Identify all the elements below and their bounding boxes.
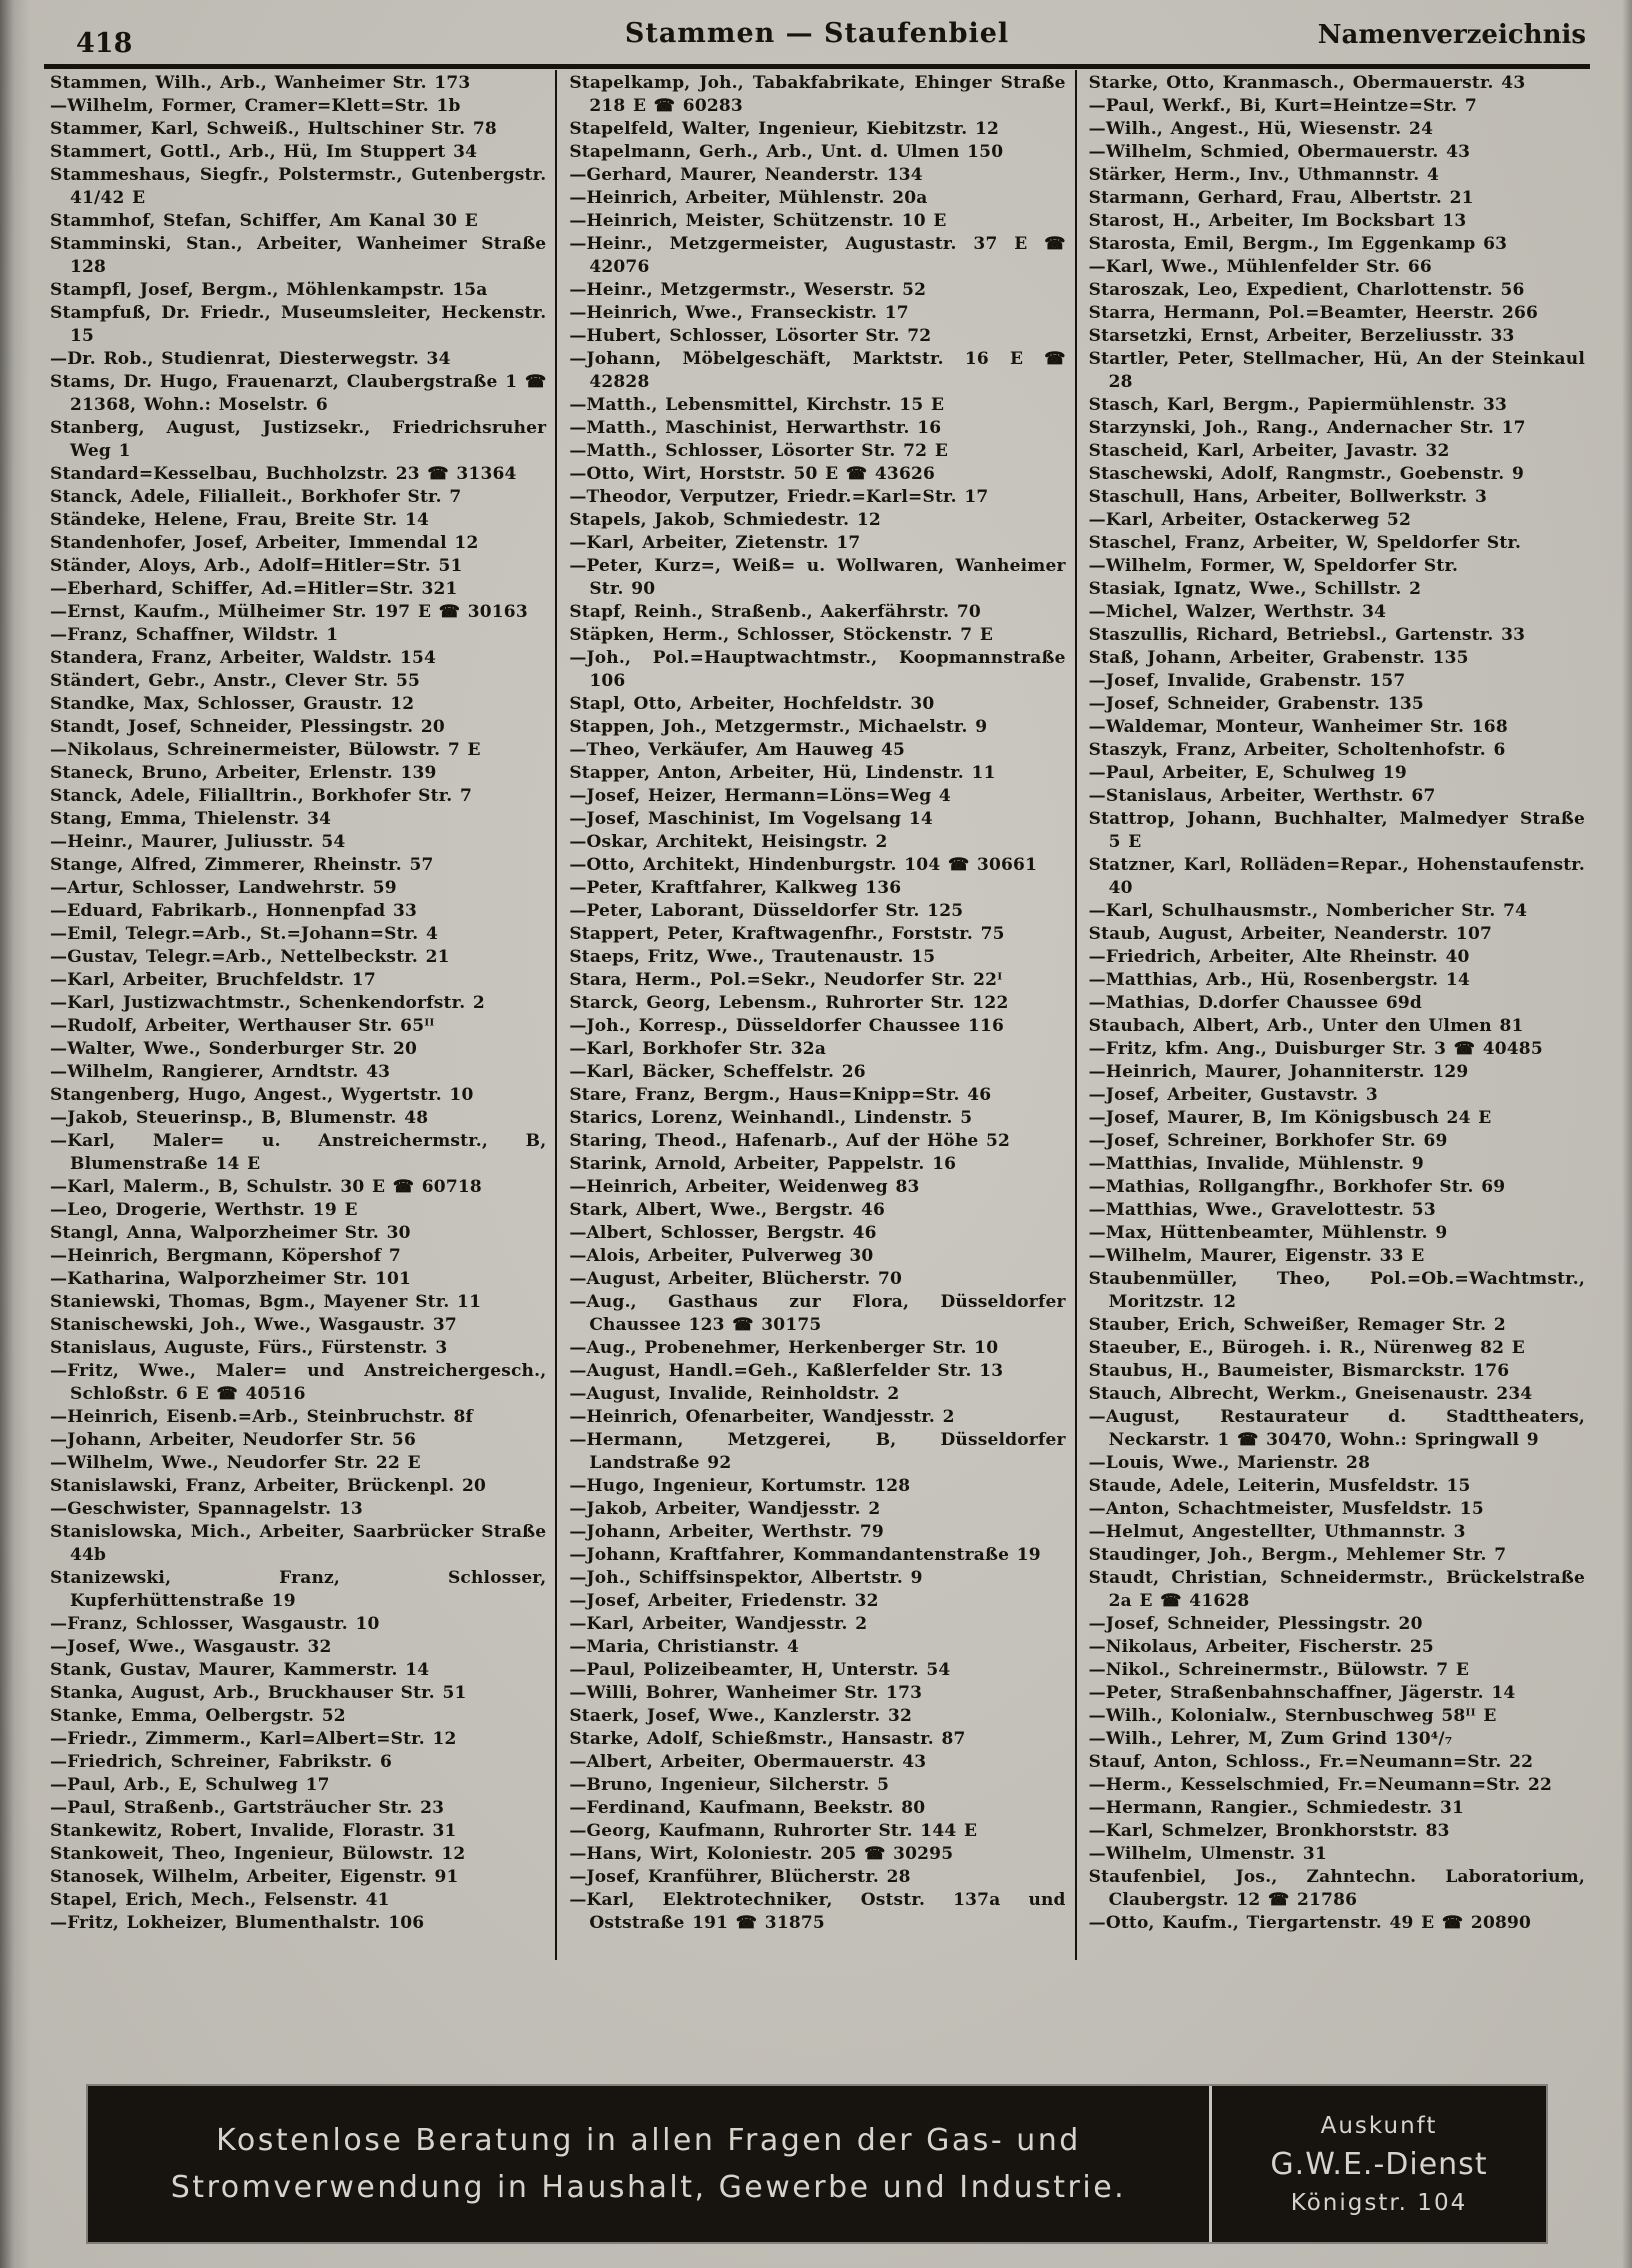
directory-entry: Ständer, Aloys, Arb., Adolf=Hitler=Str. 51 — [50, 556, 463, 576]
directory-entry: Staszyk, Franz, Arbeiter, Scholtenhofstr. 6 — [1088, 740, 1506, 760]
directory-entry: —Albert, Schlosser, Bergstr. 46 — [569, 1223, 877, 1243]
directory-entry: Stasch, Karl, Bergm., Papiermühlenstr. 33 — [1088, 395, 1508, 415]
directory-entry: —Paul, Arbeiter, E, Schulweg 19 — [1088, 763, 1407, 783]
directory-entry: Staub, August, Arbeiter, Neanderstr. 107 — [1088, 924, 1493, 944]
directory-entry: —Maria, Christianstr. 4 — [569, 1637, 800, 1657]
directory-entry: —Heinr., Maurer, Juliusstr. 54 — [50, 832, 346, 852]
directory-entry: Stanislawski, Franz, Arbeiter, Brückenpl. 20 — [50, 1476, 487, 1496]
directory-entry: Ständert, Gebr., Anstr., Clever Str. 55 — [50, 671, 421, 691]
directory-entry: —Josef, Wwe., Wasgaustr. 32 — [50, 1637, 332, 1657]
directory-entry: —Mathias, Rollgangfhr., Borkhofer Str. 69 — [1088, 1177, 1506, 1197]
directory-entry: Stapels, Jakob, Schmiedestr. 12 — [569, 510, 881, 530]
directory-entry: —Wilhelm, Ulmenstr. 31 — [1088, 1844, 1327, 1864]
directory-entry: Stanischewski, Joh., Wwe., Wasgaustr. 37 — [50, 1315, 457, 1335]
directory-entry: Starke, Otto, Kranmasch., Obermauerstr. 43 — [1088, 73, 1526, 93]
directory-entry: —Wilh., Kolonialw., Sternbuschweg 58ᴵᴵ E — [1088, 1706, 1497, 1726]
directory-entry: —Artur, Schlosser, Landwehrstr. 59 — [50, 878, 397, 898]
directory-entry: Stattrop, Johann, Buchhalter, Malmedyer Straße 5 E — [1088, 809, 1585, 852]
directory-entry: Stank, Gustav, Maurer, Kammerstr. 14 — [50, 1660, 430, 1680]
directory-entry: —Georg, Kaufmann, Ruhrorter Str. 144 E — [569, 1821, 978, 1841]
directory-entry: Ständeke, Helene, Frau, Breite Str. 14 — [50, 510, 430, 530]
directory-entry: —Josef, Arbeiter, Gustavstr. 3 — [1088, 1085, 1378, 1105]
directory-entry: —August, Handl.=Geh., Kaßlerfelder Str. 13 — [569, 1361, 1004, 1381]
directory-entry: Staeps, Fritz, Wwe., Trautenaustr. 15 — [569, 947, 936, 967]
directory-entry: Stanislowska, Mich., Arbeiter, Saarbrücker Straße 44b — [50, 1522, 547, 1565]
directory-entry: —Fritz, Wwe., Maler= und Anstreichergesch., Schloßstr. 6 E ☎ 40516 — [50, 1361, 547, 1404]
ad-company-name: G.W.E.-Dienst — [1270, 2146, 1488, 2182]
directory-entry: —Heinrich, Arbeiter, Weidenweg 83 — [569, 1177, 920, 1197]
directory-entry: Stasiak, Ignatz, Wwe., Schillstr. 2 — [1088, 579, 1422, 599]
directory-entry: —Aug., Probenehmer, Herkenberger Str. 10 — [569, 1338, 999, 1358]
directory-entry: —Katharina, Walporzheimer Str. 101 — [50, 1269, 412, 1289]
directory-entry: Stampfl, Josef, Bergm., Möhlenkampstr. 15a — [50, 280, 488, 300]
directory-entry: Starink, Arnold, Arbeiter, Pappelstr. 16 — [569, 1154, 957, 1174]
directory-entry: Stammer, Karl, Schweiß., Hultschiner Str. 78 — [50, 119, 497, 139]
directory-entry: —Josef, Arbeiter, Friedenstr. 32 — [569, 1591, 879, 1611]
directory-entry: —Johann, Kraftfahrer, Kommandantenstraße 19 — [569, 1545, 1041, 1565]
directory-entry: —Peter, Kraftfahrer, Kalkweg 136 — [569, 878, 902, 898]
directory-entry: —Hermann, Rangier., Schmiedestr. 31 — [1088, 1798, 1465, 1818]
directory-entry: —Josef, Heizer, Hermann=Löns=Weg 4 — [569, 786, 951, 806]
directory-entry: Staniewski, Thomas, Bgm., Mayener Str. 11 — [50, 1292, 482, 1312]
directory-entry: Staeuber, E., Bürogeh. i. R., Nürenweg 82 E — [1088, 1338, 1525, 1358]
directory-entry: —Paul, Arb., E, Schulweg 17 — [50, 1775, 330, 1795]
directory-entry: Stamminski, Stan., Arbeiter, Wanheimer Straße 128 — [50, 234, 547, 277]
directory-entry: Starmann, Gerhard, Frau, Albertstr. 21 — [1088, 188, 1474, 208]
directory-entry: Stanck, Adele, Filialleit., Borkhofer Str. 7 — [50, 487, 462, 507]
directory-entry: Standke, Max, Schlosser, Graustr. 12 — [50, 694, 415, 714]
directory-entry: Stanislaus, Auguste, Fürs., Fürstenstr. 3 — [50, 1338, 448, 1358]
directory-entry: —Matthias, Wwe., Gravelottestr. 53 — [1088, 1200, 1436, 1220]
directory-entry: —Karl, Schulhausmstr., Nombericher Str. 74 — [1088, 901, 1528, 921]
directory-entry: —Peter, Straßenbahnschaffner, Jägerstr. 14 — [1088, 1683, 1516, 1703]
directory-entry: Staschull, Hans, Arbeiter, Bollwerkstr. 3 — [1088, 487, 1488, 507]
section-label: Namenverzeichnis — [1317, 20, 1586, 50]
ad-text-line2: Stromverwendung in Haushalt, Gewerbe und Industrie. — [170, 2170, 1127, 2205]
directory-entry: Stapelfeld, Walter, Ingenieur, Kiebitzstr. 12 — [569, 119, 1000, 139]
page-title: Stammen — Staufenbiel — [624, 18, 1010, 49]
page-header — [44, 14, 1590, 69]
directory-entry: —Johann, Arbeiter, Werthstr. 79 — [569, 1522, 884, 1542]
directory-entry: —Michel, Walzer, Werthstr. 34 — [1088, 602, 1387, 622]
directory-entry: —Heinrich, Arbeiter, Mühlenstr. 20a — [569, 188, 928, 208]
directory-entry: —Wilhelm, Maurer, Eigenstr. 33 E — [1088, 1246, 1425, 1266]
directory-entry: —Helmut, Angestellter, Uthmannstr. 3 — [1088, 1522, 1466, 1542]
directory-entry: Staszullis, Richard, Betriebsl., Gartenstr. 33 — [1088, 625, 1526, 645]
directory-entry: —Johann, Möbelgeschäft, Marktstr. 16 E ☎ 42828 — [569, 349, 1066, 392]
directory-entry: Startler, Peter, Stellmacher, Hü, An der Steinkaul 28 — [1088, 349, 1585, 392]
directory-entry: —Matth., Schlosser, Lösorter Str. 72 E — [569, 441, 948, 461]
directory-columns — [38, 70, 1594, 1960]
directory-entry: Statzner, Karl, Rolläden=Repar., Hohenstaufenstr. 40 — [1088, 855, 1585, 898]
directory-entry: —Fritz, kfm. Ang., Duisburger Str. 3 ☎ 40485 — [1088, 1039, 1543, 1059]
directory-entry: —Jakob, Arbeiter, Wandjesstr. 2 — [569, 1499, 881, 1519]
directory-entry: —Waldemar, Monteur, Wanheimer Str. 168 — [1088, 717, 1508, 737]
directory-entry: —Louis, Wwe., Marienstr. 28 — [1088, 1453, 1371, 1473]
directory-entry: —Otto, Wirt, Horststr. 50 E ☎ 43626 — [569, 464, 936, 484]
directory-entry: Staschel, Franz, Arbeiter, W, Speldorfer Str. — [1088, 533, 1522, 553]
directory-entry: —Walter, Wwe., Sonderburger Str. 20 — [50, 1039, 418, 1059]
directory-entry: Stang, Emma, Thielenstr. 34 — [50, 809, 332, 829]
directory-entry: Stammeshaus, Siegfr., Polstermstr., Gutenbergstr. 41/42 E — [50, 165, 547, 208]
directory-entry: —Herm., Kesselschmied, Fr.=Neumann=Str. 22 — [1088, 1775, 1553, 1795]
directory-entry: —Josef, Schneider, Grabenstr. 135 — [1088, 694, 1424, 714]
directory-entry: —Aug., Gasthaus zur Flora, Düsseldorfer Chaussee 123 ☎ 30175 — [569, 1292, 1066, 1335]
directory-entry: —Franz, Schlosser, Wasgaustr. 10 — [50, 1614, 380, 1634]
directory-entry: Stara, Herm., Pol.=Sekr., Neudorfer Str. 22ᴵ — [569, 970, 1003, 990]
directory-entry: Stare, Franz, Bergm., Haus=Knipp=Str. 46 — [569, 1085, 992, 1105]
directory-entry: Stascheid, Karl, Arbeiter, Javastr. 32 — [1088, 441, 1450, 461]
directory-entry: —Mathias, D.dorfer Chaussee 69d — [1088, 993, 1423, 1013]
directory-entry: —Heinrich, Maurer, Johanniterstr. 129 — [1088, 1062, 1469, 1082]
directory-entry: —Karl, Elektrotechniker, Oststr. 137a und Oststraße 191 ☎ 31875 — [569, 1890, 1066, 1933]
directory-entry: —Anton, Schachtmeister, Musfeldstr. 15 — [1088, 1499, 1484, 1519]
directory-entry: —Matthias, Invalide, Mühlenstr. 9 — [1088, 1154, 1424, 1174]
directory-entry: —Heinrich, Wwe., Franseckistr. 17 — [569, 303, 909, 323]
directory-entry: —Wilhelm, Rangierer, Arndtstr. 43 — [50, 1062, 391, 1082]
directory-entry: Stapper, Anton, Arbeiter, Hü, Lindenstr. 11 — [569, 763, 996, 783]
directory-entry: Stärker, Herm., Inv., Uthmannstr. 4 — [1088, 165, 1439, 185]
directory-entry: —Wilh., Angest., Hü, Wiesenstr. 24 — [1088, 119, 1434, 139]
directory-entry: —Karl, Malerm., B, Schulstr. 30 E ☎ 60718 — [50, 1177, 482, 1197]
directory-entry: —Josef, Maschinist, Im Vogelsang 14 — [569, 809, 933, 829]
directory-entry: Stangl, Anna, Walporzheimer Str. 30 — [50, 1223, 411, 1243]
directory-entry: —Heinrich, Eisenb.=Arb., Steinbruchstr. 8f — [50, 1407, 474, 1427]
directory-entry: —Wilhelm, Former, W, Speldorfer Str. — [1088, 556, 1459, 576]
directory-entry: Stark, Albert, Wwe., Bergstr. 46 — [569, 1200, 886, 1220]
directory-entry: Starck, Georg, Lebensm., Ruhrorter Str. 122 — [569, 993, 1009, 1013]
directory-entry: —Paul, Werkf., Bi, Kurt=Heintze=Str. 7 — [1088, 96, 1477, 116]
directory-entry: —Hugo, Ingenieur, Kortumstr. 128 — [569, 1476, 911, 1496]
directory-entry: Staroszak, Leo, Expedient, Charlottenstr. 56 — [1088, 280, 1525, 300]
directory-entry: Starsetzki, Ernst, Arbeiter, Berzeliusstr. 33 — [1088, 326, 1515, 346]
directory-entry: —Rudolf, Arbeiter, Werthauser Str. 65ᴵᴵ — [50, 1016, 435, 1036]
directory-entry: Staschewski, Adolf, Rangmstr., Goebenstr. 9 — [1088, 464, 1524, 484]
ad-banner — [88, 2086, 1546, 2242]
directory-entry: —Karl, Borkhofer Str. 32a — [569, 1039, 827, 1059]
directory-entry: Standenhofer, Josef, Arbeiter, Immendal 12 — [50, 533, 479, 553]
directory-entry: Stanberg, August, Justizsekr., Friedrichsruher Weg 1 — [50, 418, 547, 461]
directory-entry: —Friedrich, Schreiner, Fabrikstr. 6 — [50, 1752, 393, 1772]
directory-entry: —Joh., Pol.=Hauptwachtmstr., Koopmannstraße 106 — [569, 648, 1066, 691]
directory-entry: —Karl, Wwe., Mühlenfelder Str. 66 — [1088, 257, 1432, 277]
directory-entry: Stapl, Otto, Arbeiter, Hochfeldstr. 30 — [569, 694, 935, 714]
directory-entry: —Wilhelm, Former, Cramer=Klett=Str. 1b — [50, 96, 461, 116]
directory-entry: Staudt, Christian, Schneidermstr., Brückelstraße 2a E ☎ 41628 — [1088, 1568, 1585, 1611]
directory-entry: Stanizewski, Franz, Schlosser, Kupferhüttenstraße 19 — [50, 1568, 547, 1611]
directory-entry: —Stanislaus, Arbeiter, Werthstr. 67 — [1088, 786, 1436, 806]
directory-entry: —Heinr., Metzgermstr., Weserstr. 52 — [569, 280, 927, 300]
directory-entry: Stappert, Peter, Kraftwagenfhr., Forststr. 75 — [569, 924, 1005, 944]
directory-entry: —Eberhard, Schiffer, Ad.=Hitler=Str. 321 — [50, 579, 458, 599]
directory-entry: —Wilhelm, Schmied, Obermauerstr. 43 — [1088, 142, 1471, 162]
directory-entry: —Josef, Invalide, Grabenstr. 157 — [1088, 671, 1406, 691]
directory-entry: Staneck, Bruno, Arbeiter, Erlenstr. 139 — [50, 763, 437, 783]
ad-contact-box — [1209, 2086, 1546, 2242]
directory-entry: —Wilh., Lehrer, M, Zum Grind 130⁴/₇ — [1088, 1729, 1453, 1749]
directory-entry: Stauch, Albrecht, Werkm., Gneisenaustr. 234 — [1088, 1384, 1533, 1404]
directory-entry: Stapelkamp, Joh., Tabakfabrikate, Ehinger Straße 218 E ☎ 60283 — [569, 73, 1066, 116]
directory-entry: —Nikolaus, Schreinermeister, Bülowstr. 7 E — [50, 740, 481, 760]
directory-entry: —Matth., Lebensmittel, Kirchstr. 15 E — [569, 395, 945, 415]
directory-entry: Stauf, Anton, Schloss., Fr.=Neumann=Str. 22 — [1088, 1752, 1534, 1772]
directory-entry: Stapf, Reinh., Straßenb., Aakerfährstr. 70 — [569, 602, 981, 622]
directory-entry: Stanck, Adele, Filialltrin., Borkhofer Str. 7 — [50, 786, 473, 806]
directory-entry: —Albert, Arbeiter, Obermauerstr. 43 — [569, 1752, 927, 1772]
directory-entry: Starosta, Emil, Bergm., Im Eggenkamp 63 — [1088, 234, 1508, 254]
directory-entry: Stammhof, Stefan, Schiffer, Am Kanal 30 E — [50, 211, 478, 231]
ad-address: Königstr. 104 — [1290, 2189, 1468, 2216]
directory-entry: —Gerhard, Maurer, Neanderstr. 134 — [569, 165, 923, 185]
directory-entry: —Karl, Schmelzer, Bronkhorststr. 83 — [1088, 1821, 1450, 1841]
directory-entry: Staubach, Albert, Arb., Unter den Ulmen 81 — [1088, 1016, 1524, 1036]
directory-entry: Stappen, Joh., Metzgermstr., Michaelstr. 9 — [569, 717, 988, 737]
directory-entry: Stankoweit, Theo, Ingenieur, Bülowstr. 12 — [50, 1844, 466, 1864]
directory-entry: —Heinrich, Ofenarbeiter, Wandjesstr. 2 — [569, 1407, 955, 1427]
ad-text — [88, 2086, 1209, 2242]
directory-entry: —Karl, Arbeiter, Zietenstr. 17 — [569, 533, 861, 553]
directory-entry: —Nikolaus, Arbeiter, Fischerstr. 25 — [1088, 1637, 1434, 1657]
directory-entry: —Gustav, Telegr.=Arb., Nettelbeckstr. 21 — [50, 947, 450, 967]
directory-entry: Stäpken, Herm., Schlosser, Stöckenstr. 7 E — [569, 625, 994, 645]
directory-entry: —Ernst, Kaufm., Mülheimer Str. 197 E ☎ 30163 — [50, 602, 528, 622]
directory-entry: —Joh., Schiffsinspektor, Albertstr. 9 — [569, 1568, 923, 1588]
directory-entry: —Wilhelm, Wwe., Neudorfer Str. 22 E — [50, 1453, 421, 1473]
directory-entry: —Otto, Kaufm., Tiergartenstr. 49 E ☎ 20890 — [1088, 1913, 1532, 1933]
directory-entry: —Geschwister, Spannagelstr. 13 — [50, 1499, 363, 1519]
directory-entry: Starke, Adolf, Schießmstr., Hansastr. 87 — [569, 1729, 966, 1749]
directory-entry: —August, Invalide, Reinholdstr. 2 — [569, 1384, 900, 1404]
directory-entry: Staudinger, Joh., Bergm., Mehlemer Str. 7 — [1088, 1545, 1507, 1565]
directory-entry: —Franz, Schaffner, Wildstr. 1 — [50, 625, 339, 645]
directory-entry: Starra, Hermann, Pol.=Beamter, Heerstr. 266 — [1088, 303, 1539, 323]
directory-entry: Standera, Franz, Arbeiter, Waldstr. 154 — [50, 648, 437, 668]
directory-entry: —Theo, Verkäufer, Am Hauweg 45 — [569, 740, 906, 760]
directory-entry: —Friedrich, Arbeiter, Alte Rheinstr. 40 — [1088, 947, 1470, 967]
directory-entry: —Karl, Arbeiter, Wandjesstr. 2 — [569, 1614, 868, 1634]
directory-entry: —Josef, Schneider, Plessingstr. 20 — [1088, 1614, 1423, 1634]
directory-entry: —Nikol., Schreinermstr., Bülowstr. 7 E — [1088, 1660, 1470, 1680]
directory-entry: Standt, Josef, Schneider, Plessingstr. 20 — [50, 717, 445, 737]
directory-entry: Starzynski, Joh., Rang., Andernacher Str. 17 — [1088, 418, 1526, 438]
directory-entry: —Heinrich, Meister, Schützenstr. 10 E — [569, 211, 947, 231]
directory-entry: —Alois, Arbeiter, Pulverweg 30 — [569, 1246, 874, 1266]
directory-entry: —Emil, Telegr.=Arb., St.=Johann=Str. 4 — [50, 924, 439, 944]
directory-entry: —Jakob, Steuerinsp., B, Blumenstr. 48 — [50, 1108, 429, 1128]
directory-entry: Stangenberg, Hugo, Angest., Wygertstr. 10 — [50, 1085, 474, 1105]
directory-column-1 — [38, 70, 555, 1960]
directory-entry: —Heinrich, Bergmann, Köpershof 7 — [50, 1246, 401, 1266]
directory-entry: Staerk, Josef, Wwe., Kanzlerstr. 32 — [569, 1706, 913, 1726]
directory-column-2 — [555, 70, 1074, 1960]
directory-entry: Stange, Alfred, Zimmerer, Rheinstr. 57 — [50, 855, 434, 875]
directory-entry: —Joh., Korresp., Düsseldorfer Chaussee 116 — [569, 1016, 1005, 1036]
directory-entry: —Theodor, Verputzer, Friedr.=Karl=Str. 17 — [569, 487, 989, 507]
directory-entry: Stanka, August, Arb., Bruckhauser Str. 51 — [50, 1683, 467, 1703]
directory-entry: —Josef, Schreiner, Borkhofer Str. 69 — [1088, 1131, 1448, 1151]
directory-entry: —Otto, Architekt, Hindenburgstr. 104 ☎ 30661 — [569, 855, 1038, 875]
directory-entry: —Karl, Arbeiter, Ostackerweg 52 — [1088, 510, 1411, 530]
directory-entry: Stams, Dr. Hugo, Frauenarzt, Claubergstraße 1 ☎ 21368, Wohn.: Moselstr. 6 — [50, 372, 547, 415]
directory-entry: Starost, H., Arbeiter, Im Bocksbart 13 — [1088, 211, 1467, 231]
directory-entry: Staude, Adele, Leiterin, Musfeldstr. 15 — [1088, 1476, 1471, 1496]
ad-info-label: Auskunft — [1320, 2112, 1438, 2139]
directory-entry: —August, Arbeiter, Blücherstr. 70 — [569, 1269, 903, 1289]
directory-entry: —Bruno, Ingenieur, Silcherstr. 5 — [569, 1775, 890, 1795]
directory-entry: —Willi, Bohrer, Wanheimer Str. 173 — [569, 1683, 923, 1703]
directory-entry: Stapel, Erich, Mech., Felsenstr. 41 — [50, 1890, 390, 1910]
directory-entry: —Fritz, Lokheizer, Blumenthalstr. 106 — [50, 1913, 425, 1933]
directory-entry: Staufenbiel, Jos., Zahntechn. Laboratorium, Claubergstr. 12 ☎ 21786 — [1088, 1867, 1585, 1910]
directory-entry: Staß, Johann, Arbeiter, Grabenstr. 135 — [1088, 648, 1469, 668]
directory-entry: —Eduard, Fabrikarb., Honnenpfad 33 — [50, 901, 418, 921]
directory-entry: —Heinr., Metzgermeister, Augustastr. 37 E ☎ 42076 — [569, 234, 1066, 277]
directory-entry: —Hans, Wirt, Koloniestr. 205 ☎ 30295 — [569, 1844, 954, 1864]
directory-entry: Stankewitz, Robert, Invalide, Florastr. 31 — [50, 1821, 457, 1841]
directory-entry: —Oskar, Architekt, Heisingstr. 2 — [569, 832, 888, 852]
directory-entry: Standard=Kesselbau, Buchholzstr. 23 ☎ 31364 — [50, 464, 517, 484]
directory-entry: Staring, Theod., Hafenarb., Auf der Höhe 52 — [569, 1131, 1011, 1151]
directory-entry: Stammen, Wilh., Arb., Wanheimer Str. 173 — [50, 73, 471, 93]
directory-entry: —Karl, Arbeiter, Bruchfeldstr. 17 — [50, 970, 376, 990]
directory-entry: Staubus, H., Baumeister, Bismarckstr. 176 — [1088, 1361, 1510, 1381]
directory-entry: Stammert, Gottl., Arb., Hü, Im Stuppert 34 — [50, 142, 478, 162]
directory-entry: —Peter, Kurz=, Weiß= u. Wollwaren, Wanheimer Str. 90 — [569, 556, 1066, 599]
directory-entry: Stapelmann, Gerh., Arb., Unt. d. Ulmen 150 — [569, 142, 1004, 162]
directory-entry: —Dr. Rob., Studienrat, Diesterwegstr. 34 — [50, 349, 451, 369]
directory-entry: —Karl, Justizwachtmstr., Schenkendorfstr. 2 — [50, 993, 485, 1013]
directory-entry: Staubenmüller, Theo, Pol.=Ob.=Wachtmstr., Moritzstr. 12 — [1088, 1269, 1585, 1312]
directory-entry: —Josef, Maurer, B, Im Königsbusch 24 E — [1088, 1108, 1492, 1128]
directory-entry: —Peter, Laborant, Düsseldorfer Str. 125 — [569, 901, 964, 921]
directory-entry: —Hubert, Schlosser, Lösorter Str. 72 — [569, 326, 932, 346]
directory-entry: Stampfuß, Dr. Friedr., Museumsleiter, Heckenstr. 15 — [50, 303, 547, 346]
directory-column-3 — [1075, 70, 1594, 1960]
directory-entry: —Hermann, Metzgerei, B, Düsseldorfer Landstraße 92 — [569, 1430, 1066, 1473]
directory-entry: —Johann, Arbeiter, Neudorfer Str. 56 — [50, 1430, 416, 1450]
directory-entry: —Ferdinand, Kaufmann, Beekstr. 80 — [569, 1798, 926, 1818]
directory-entry: —Friedr., Zimmerm., Karl=Albert=Str. 12 — [50, 1729, 457, 1749]
ad-text-line1: Kostenlose Beratung in allen Fragen der Gas- und — [216, 2123, 1081, 2158]
directory-entry: —Paul, Straßenb., Gartsträucher Str. 23 — [50, 1798, 445, 1818]
directory-entry: Starics, Lorenz, Weinhandl., Lindenstr. 5 — [569, 1108, 973, 1128]
directory-entry: Stauber, Erich, Schweißer, Remager Str. 2 — [1088, 1315, 1506, 1335]
directory-entry: Stanosek, Wilhelm, Arbeiter, Eigenstr. 91 — [50, 1867, 459, 1887]
directory-entry: Stanke, Emma, Oelbergstr. 52 — [50, 1706, 346, 1726]
page-number: 418 — [76, 28, 133, 59]
directory-entry: —Karl, Bäcker, Scheffelstr. 26 — [569, 1062, 866, 1082]
directory-entry: —Max, Hüttenbeamter, Mühlenstr. 9 — [1088, 1223, 1448, 1243]
directory-entry: —Paul, Polizeibeamter, H, Unterstr. 54 — [569, 1660, 951, 1680]
directory-entry: —Matthias, Arb., Hü, Rosenbergstr. 14 — [1088, 970, 1470, 990]
directory-entry: —Leo, Drogerie, Werthstr. 19 E — [50, 1200, 358, 1220]
directory-entry: —Karl, Maler= u. Anstreichermstr., B, Blumenstraße 14 E — [50, 1131, 547, 1174]
directory-entry: —Matth., Maschinist, Herwarthstr. 16 — [569, 418, 942, 438]
directory-entry: —Josef, Kranführer, Blücherstr. 28 — [569, 1867, 911, 1887]
directory-entry: —August, Restaurateur d. Stadttheaters, Neckarstr. 1 ☎ 30470, Wohn.: Springwall 9 — [1088, 1407, 1585, 1450]
